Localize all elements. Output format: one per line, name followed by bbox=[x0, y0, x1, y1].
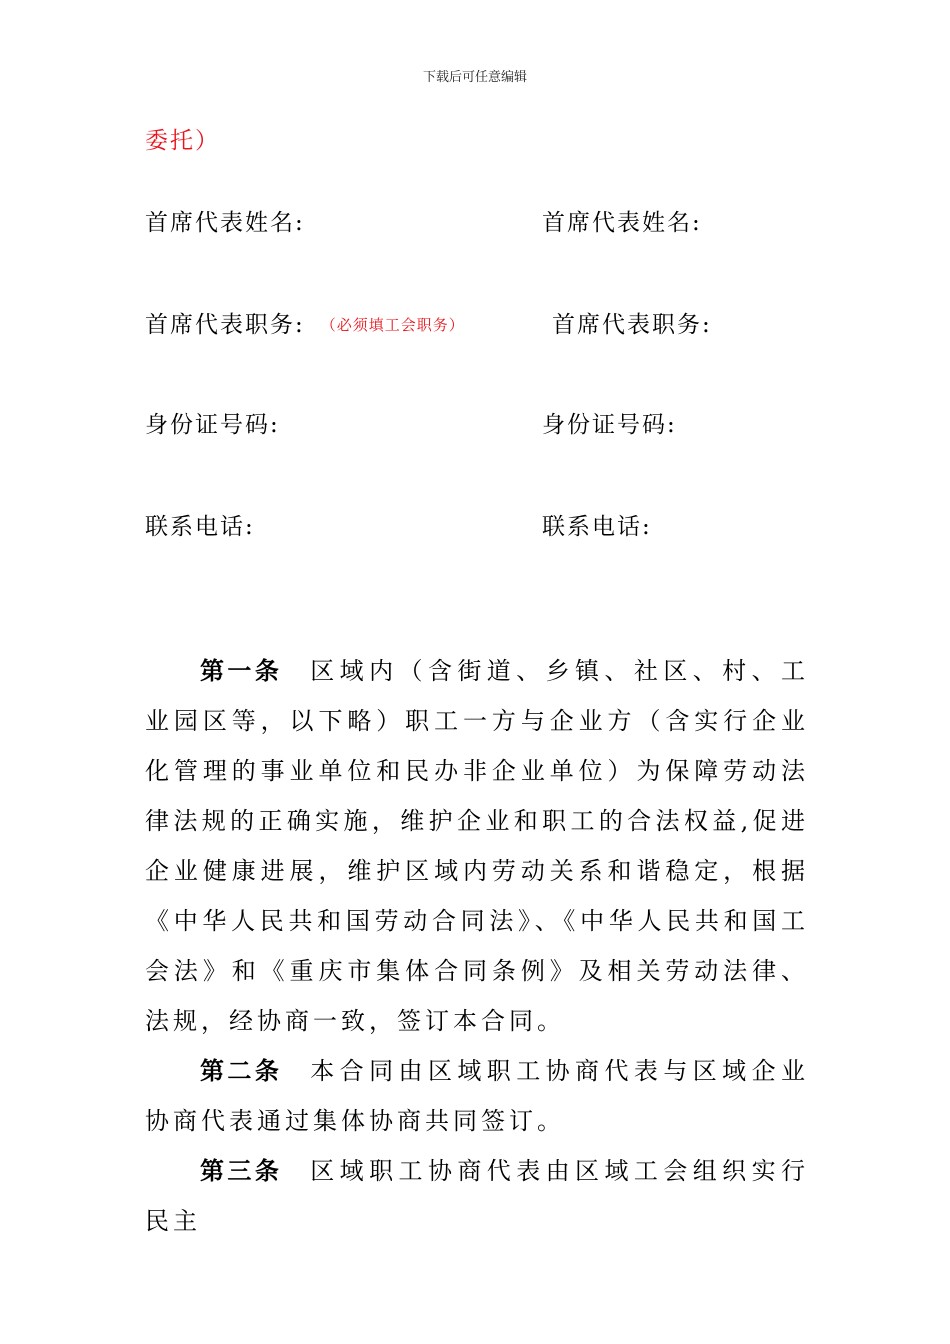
left-chief-title-label: 首席代表职务: bbox=[145, 312, 305, 338]
left-phone-label: 联系电话: bbox=[145, 514, 255, 540]
right-id-number-label: 身份证号码: bbox=[542, 412, 677, 438]
chief-title-note: （必须填工会职务） bbox=[320, 316, 465, 334]
article-2-text: 本合同由区域职工协商代表与区域企业协商代表通过集体协商共同签订。 bbox=[145, 1057, 810, 1135]
article-3-heading: 第三条 bbox=[200, 1156, 283, 1185]
left-chief-name-label: 首席代表姓名: bbox=[145, 210, 305, 236]
article-2 bbox=[145, 1046, 809, 1146]
article-3-text: 区域职工协商代表由区域工会组织实行民主 bbox=[145, 1157, 810, 1235]
right-phone-label: 联系电话: bbox=[542, 514, 652, 540]
article-1 bbox=[145, 646, 809, 1046]
left-id-number-label: 身份证号码: bbox=[145, 412, 280, 438]
right-chief-name-label: 首席代表姓名: bbox=[542, 210, 702, 236]
article-1-heading: 第一条 bbox=[200, 656, 283, 685]
article-3 bbox=[145, 1146, 809, 1246]
article-2-heading: 第二条 bbox=[200, 1056, 283, 1085]
article-1-text: 区域内（含街道、乡镇、社区、村、工业园区等，以下略）职工一方与企业方（含实行企业化管理的事业单位和民办非企业单位）为保障劳动法律法规的正确实施，维护企业和职工的合法权益,促进企业健康进展，维护区域内劳动关系和谐稳定，根据《中华人民共和国劳动合同法》、《中华人民共和国工会法》和《重庆市集体合同条例》及相关劳动法律、法规，经协商一致，签订本合同。 bbox=[145, 657, 810, 1035]
right-chief-title-label: 首席代表职务: bbox=[552, 312, 712, 338]
intro-fragment: 委托） bbox=[145, 128, 220, 154]
page-header: 下载后可任意编辑 bbox=[422, 70, 527, 85]
left-chief-title-row bbox=[145, 306, 465, 339]
